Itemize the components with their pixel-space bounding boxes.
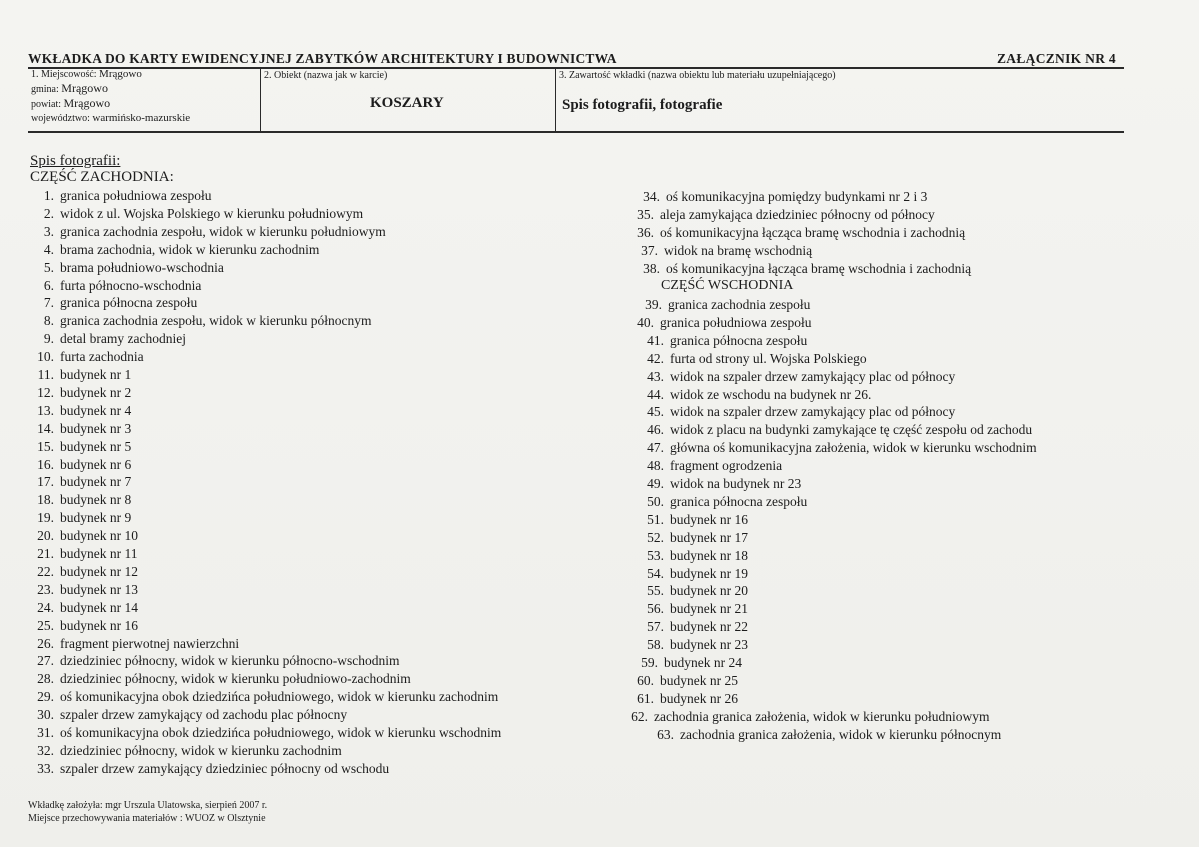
item-number: 37. [641, 242, 658, 258]
list-item [30, 473, 131, 491]
list-item [640, 350, 867, 368]
location-cell [31, 68, 190, 125]
item-text: brama zachodnia, widok w kierunku zachodnim [60, 241, 320, 257]
list-item [640, 421, 1032, 439]
list-item [30, 652, 400, 670]
item-number: 43. [647, 368, 664, 384]
list-item [640, 493, 807, 511]
item-number: 8. [43, 313, 54, 329]
item-text: oś komunikacyjna obok dziedzińca południowego, widok w kierunku zachodnim [60, 689, 499, 705]
item-text: widok z ul. Wojska Polskiego w kierunku południowym [60, 205, 364, 221]
list-item [630, 314, 811, 332]
item-text: granica północna zespołu [670, 493, 808, 509]
item-number: 47. [647, 440, 664, 456]
item-number: 34. [643, 189, 660, 204]
item-number: 51. [647, 511, 664, 527]
form-title: WKŁADKA DO KARTY EWIDENCYJNEJ ZABYTKÓW ARCHITEKTURY I BUDOWNICTWA [28, 51, 617, 66]
gmina-row [31, 82, 190, 96]
item-number: 1. [43, 188, 54, 203]
item-number: 7. [43, 295, 54, 311]
column-divider-2 [555, 67, 556, 132]
item-text: granica północna zespołu [670, 332, 808, 348]
item-number: 50. [647, 493, 664, 509]
footer-author: Wkładkę założyła: mgr Urszula Ulatowska, sierpień 2007 r. [28, 800, 268, 811]
item-text: granica zachodnia zespołu [668, 297, 811, 312]
list-item [640, 529, 748, 547]
item-text: budynek nr 16 [670, 511, 748, 527]
item-text: budynek nr 18 [670, 547, 748, 563]
item-number: 12. [37, 384, 54, 400]
item-text: główna oś komunikacyjna założenia, widok w kierunku wschodnim [670, 440, 1037, 456]
miejscowosc-label: 1. Miejscowość: [31, 69, 97, 80]
item-text: budynek nr 6 [60, 456, 132, 472]
miejscowosc-value: Mrągowo [99, 68, 142, 80]
miejscowosc-row [31, 68, 190, 81]
item-text: budynek nr 5 [60, 438, 132, 454]
item-text: budynek nr 2 [60, 384, 132, 400]
item-text: dziedziniec północny, widok w kierunku północno-wschodnim [60, 653, 400, 669]
section-east-heading: CZĘŚĆ WSCHODNIA [661, 278, 794, 293]
item-number: 57. [647, 619, 664, 635]
item-number: 45. [647, 404, 664, 420]
list-item [636, 260, 971, 278]
list-item [30, 760, 389, 778]
list-item [30, 635, 239, 653]
item-number: 4. [43, 241, 54, 257]
list-item [650, 726, 1001, 744]
list-item [640, 475, 801, 493]
list-item [636, 188, 927, 206]
item-text: oś komunikacyjna łącząca bramę wschodnia i zachodnią [666, 260, 972, 276]
item-number: 38. [643, 260, 660, 276]
list-item [30, 187, 211, 205]
item-text: budynek nr 22 [670, 619, 748, 635]
wojewodztwo-value: warmińsko-mazurskie [92, 112, 191, 124]
item-text: widok ze wschodu na budynek nr 26. [670, 386, 872, 402]
item-text: budynek nr 7 [60, 474, 132, 490]
insert-label: 3. Zawartość wkładki (nazwa obiektu lub materiału uzupełniającego) [559, 70, 836, 81]
item-text: budynek nr 19 [670, 565, 748, 581]
item-text: budynek nr 20 [670, 583, 748, 599]
list-item [30, 420, 131, 438]
item-number: 22. [37, 563, 54, 579]
item-text: oś komunikacyjna obok dziedzińca południowego, widok w kierunku wschodnim [60, 725, 502, 740]
item-text: szpaler drzew zamykający dziedziniec północny od wschodu [60, 760, 390, 776]
item-number: 2. [43, 205, 54, 221]
gmina-value: Mrągowo [61, 81, 108, 95]
item-text: widok na budynek nr 23 [670, 476, 802, 491]
item-text: aleja zamykająca dziedziniec północny od północy [660, 206, 935, 222]
list-item [630, 224, 965, 242]
item-number: 25. [37, 617, 54, 633]
list-item [30, 688, 498, 706]
table-bottom-border [28, 131, 1124, 133]
list-item [630, 206, 935, 224]
item-text: widok z placu na budynki zamykające tę część zespołu od zachodu [670, 422, 1033, 438]
item-number: 3. [43, 223, 54, 239]
item-text: budynek nr 10 [60, 528, 138, 544]
item-number: 23. [37, 581, 54, 597]
item-text: furta północno-wschodnia [60, 277, 202, 293]
item-text: zachodnia granica założenia, widok w kierunku południowym [654, 708, 990, 724]
list-item [30, 563, 138, 581]
item-number: 36. [637, 224, 654, 240]
item-text: budynek nr 26 [660, 690, 738, 706]
list-item [30, 402, 131, 420]
item-text: budynek nr 25 [660, 672, 738, 688]
item-text: budynek nr 12 [60, 563, 138, 579]
list-item [30, 312, 372, 330]
item-text: budynek nr 16 [60, 617, 138, 633]
list-item [30, 277, 201, 295]
item-text: brama południowo-wschodnia [60, 259, 224, 275]
item-number: 26. [37, 635, 54, 651]
item-number: 14. [37, 420, 54, 436]
list-item [30, 617, 138, 635]
item-number: 49. [647, 476, 664, 491]
item-number: 30. [37, 707, 54, 723]
item-number: 17. [37, 474, 54, 490]
list-item [30, 509, 131, 527]
list-item [30, 223, 386, 241]
item-text: zachodnia granica założenia, widok w kierunku północnym [680, 726, 1002, 742]
item-text: budynek nr 14 [60, 599, 138, 615]
item-number: 48. [647, 458, 664, 474]
list-item [30, 205, 363, 223]
item-number: 63. [657, 726, 674, 742]
item-text: widok na szpaler drzew zamykający plac od północy [670, 404, 956, 420]
list-item [640, 636, 748, 654]
list-item [634, 242, 812, 260]
item-number: 13. [37, 402, 54, 418]
item-number: 39. [645, 297, 662, 312]
list-item [624, 708, 990, 726]
list-item [640, 368, 955, 386]
list-item [640, 582, 748, 600]
item-text: szpaler drzew zamykający od zachodu plac północny [60, 707, 348, 723]
list-item [30, 581, 138, 599]
item-number: 29. [37, 689, 54, 705]
item-number: 5. [43, 259, 54, 275]
item-number: 59. [641, 655, 658, 670]
footer-storage: Miejsce przechowywania materiałów : WUOZ w Olsztynie [28, 813, 266, 824]
list-item [30, 491, 131, 509]
list-item [640, 386, 871, 404]
item-text: budynek nr 1 [60, 367, 132, 382]
item-number: 35. [637, 206, 654, 222]
insert-value: Spis fotografii, fotografie [562, 97, 723, 113]
item-number: 33. [37, 760, 54, 776]
item-number: 28. [37, 671, 54, 687]
item-number: 56. [647, 601, 664, 617]
item-number: 54. [647, 565, 664, 581]
list-item [30, 366, 131, 384]
list-item [640, 547, 748, 565]
item-number: 15. [37, 438, 54, 454]
list-item [30, 294, 197, 312]
list-heading: Spis fotografii: [30, 153, 121, 169]
list-item [638, 296, 810, 314]
item-number: 58. [647, 637, 664, 653]
item-number: 20. [37, 528, 54, 544]
wojewodztwo-label: województwo: [31, 113, 90, 124]
powiat-row [31, 97, 190, 111]
list-item [30, 742, 342, 760]
item-text: furta od strony ul. Wojska Polskiego [670, 350, 867, 366]
list-item [30, 527, 138, 545]
object-value: KOSZARY [370, 95, 444, 111]
item-number: 55. [647, 583, 664, 599]
list-item [30, 706, 347, 724]
item-number: 6. [43, 277, 54, 293]
list-item [30, 384, 131, 402]
item-number: 62. [631, 708, 648, 724]
item-text: budynek nr 8 [60, 492, 132, 508]
section-west-heading: CZĘŚĆ ZACHODNIA: [30, 169, 174, 185]
item-number: 9. [43, 331, 54, 347]
item-number: 40. [637, 314, 654, 330]
item-text: budynek nr 11 [60, 546, 138, 561]
item-number: 32. [37, 742, 54, 758]
item-text: budynek nr 21 [670, 601, 748, 617]
list-item [30, 330, 186, 348]
item-number: 16. [37, 456, 54, 472]
column-divider-1 [260, 67, 261, 132]
list-item [30, 456, 131, 474]
item-text: furta zachodnia [60, 349, 144, 365]
item-text: budynek nr 24 [664, 655, 742, 670]
list-item [30, 438, 131, 456]
item-text: fragment pierwotnej nawierzchni [60, 635, 240, 651]
item-number: 10. [37, 349, 54, 365]
item-number: 53. [647, 547, 664, 563]
item-text: oś komunikacyjna pomiędzy budynkami nr 2 i 3 [666, 189, 928, 204]
item-text: budynek nr 13 [60, 581, 138, 597]
item-number: 24. [37, 599, 54, 615]
list-item [30, 348, 144, 366]
powiat-value: Mrągowo [63, 96, 111, 110]
list-item [30, 259, 224, 277]
gmina-label: gmina: [31, 84, 59, 95]
object-label: 2. Obiekt (nazwa jak w karcie) [264, 70, 388, 81]
item-text: budynek nr 17 [670, 529, 748, 545]
item-text: granica zachodnia zespołu, widok w kierunku północnym [60, 313, 372, 329]
list-item [30, 670, 411, 688]
list-item [640, 600, 748, 618]
list-item [640, 511, 748, 529]
item-text: dziedziniec północny, widok w kierunku południowo-zachodnim [60, 671, 411, 687]
list-item [634, 654, 742, 672]
item-number: 21. [37, 546, 54, 561]
list-item [30, 545, 138, 563]
item-text: granica północna zespołu [60, 295, 198, 311]
item-text: detal bramy zachodniej [60, 331, 186, 347]
item-number: 42. [647, 350, 664, 366]
list-item [30, 241, 319, 259]
item-number: 27. [37, 653, 54, 669]
list-item [640, 565, 748, 583]
item-number: 11. [37, 367, 54, 382]
item-number: 52. [647, 529, 664, 545]
item-text: budynek nr 3 [60, 420, 132, 436]
list-item [640, 403, 955, 421]
list-item [30, 724, 501, 742]
list-item [640, 618, 748, 636]
item-text: widok na szpaler drzew zamykający plac od północy [670, 368, 956, 384]
list-item [630, 690, 738, 708]
item-number: 60. [637, 672, 654, 688]
item-number: 61. [637, 690, 654, 706]
list-item [640, 457, 782, 475]
item-number: 18. [37, 492, 54, 508]
item-text: widok na bramę wschodnią [664, 242, 813, 258]
item-number: 19. [37, 510, 54, 526]
list-item [630, 672, 738, 690]
item-text: granica południowa zespołu [660, 314, 812, 330]
item-number: 46. [647, 422, 664, 438]
list-item [640, 332, 807, 350]
item-text: oś komunikacyjna łącząca bramę wschodnia i zachodnią [660, 224, 966, 240]
list-item [30, 599, 138, 617]
item-text: budynek nr 9 [60, 510, 132, 526]
item-text: dziedziniec północny, widok w kierunku zachodnim [60, 742, 342, 758]
item-number: 41. [647, 332, 664, 348]
powiat-label: powiat: [31, 99, 61, 110]
item-number: 44. [647, 386, 664, 402]
list-item [640, 439, 1037, 457]
wojewodztwo-row [31, 112, 190, 125]
item-text: granica południowa zespołu [60, 188, 212, 203]
item-text: granica zachodnia zespołu, widok w kierunku południowym [60, 223, 386, 239]
item-text: budynek nr 4 [60, 402, 132, 418]
annex-number: ZAŁĄCZNIK NR 4 [997, 51, 1116, 66]
item-number: 31. [37, 725, 54, 740]
item-text: budynek nr 23 [670, 637, 748, 653]
item-text: fragment ogrodzenia [670, 458, 783, 474]
